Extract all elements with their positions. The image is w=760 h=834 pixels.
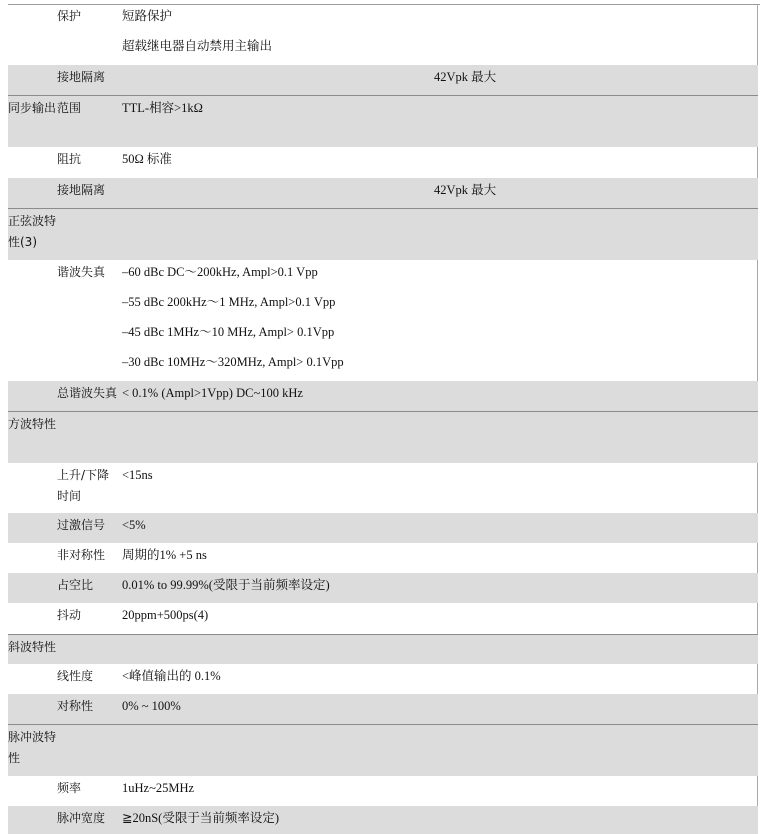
table-row — [8, 603, 758, 634]
table-row — [8, 350, 758, 381]
parameter-cell: 总谐波失真 — [57, 386, 118, 400]
table-row — [8, 260, 758, 290]
value-cell: 0.01% to 99.99%(受限于当前频率设定) — [122, 578, 330, 592]
table-row — [8, 34, 758, 65]
table-row — [8, 381, 758, 411]
table-row — [8, 95, 758, 147]
value-cell: –30 dBc 10MHz～320MHz, Ampl> 0.1Vpp — [122, 355, 344, 369]
table-row — [8, 4, 758, 34]
value-cell: 0% ~ 100% — [122, 699, 181, 713]
value-cell: 短路保护 — [122, 9, 173, 23]
parameter-cell: 抖动 — [57, 608, 82, 622]
table-row — [8, 147, 758, 178]
parameter-cell: 上升/下降时间 — [57, 468, 110, 503]
value-cell: <峰值输出的 0.1% — [122, 669, 221, 683]
value-cell: 超载继电器自动禁用主输出 — [122, 39, 273, 53]
parameter-cell: 对称性 — [57, 699, 94, 713]
parameter-cell: 接地隔离 — [57, 183, 106, 197]
category-cell: 脉冲波特性 — [8, 730, 57, 765]
parameter-cell: 占空比 — [57, 578, 94, 592]
table-row — [8, 320, 758, 350]
table-row — [8, 513, 758, 543]
parameter-cell: 频率 — [57, 781, 82, 795]
parameter-cell: 过激信号 — [57, 518, 106, 532]
value-cell: <15ns — [122, 468, 153, 482]
parameter-cell: 接地隔离 — [57, 70, 106, 84]
value-cell: 周期的1% +5 ns — [122, 548, 207, 562]
table-row — [8, 208, 758, 260]
category-cell: 方波特性 — [8, 417, 57, 431]
table-row — [8, 724, 758, 776]
parameter-cell: 范围 — [57, 101, 82, 115]
parameter-cell: 非对称性 — [57, 548, 106, 562]
category-cell: 同步输出 — [8, 101, 57, 115]
category-cell: 斜波特性 — [8, 640, 57, 654]
table-row — [8, 634, 758, 664]
table-row — [8, 573, 758, 603]
value-cell: ≧20nS(受限于当前频率设定) — [122, 811, 280, 825]
table-row — [8, 664, 758, 694]
table-row — [8, 178, 758, 208]
value-cell: TTL-相容>1kΩ — [122, 101, 203, 115]
table-row — [8, 776, 758, 806]
parameter-cell: 保护 — [57, 9, 82, 23]
table-row — [8, 290, 758, 320]
table-row — [8, 411, 758, 463]
table-row — [8, 694, 758, 724]
table-row — [8, 806, 758, 834]
parameter-cell: 阻抗 — [57, 152, 82, 166]
value-cell-right: 42Vpk 最大 — [434, 183, 497, 197]
value-cell: –60 dBc DC～200kHz, Ampl>0.1 Vpp — [122, 265, 318, 279]
value-cell: 50Ω 标准 — [122, 152, 172, 166]
value-cell: < 0.1% (Ampl>1Vpp) DC~100 kHz — [122, 386, 303, 400]
value-cell: 1uHz~25MHz — [122, 781, 195, 795]
table-row — [8, 65, 758, 95]
parameter-cell: 线性度 — [57, 669, 94, 683]
table-row — [8, 463, 758, 513]
table-row — [8, 543, 758, 573]
parameter-cell: 谐波失真 — [57, 265, 106, 279]
value-cell: –55 dBc 200kHz～1 MHz, Ampl>0.1 Vpp — [122, 295, 336, 309]
value-cell-right: 42Vpk 最大 — [434, 70, 497, 84]
value-cell: <5% — [122, 518, 146, 532]
category-cell: 正弦波特性(3) — [8, 214, 57, 249]
parameter-cell: 脉冲宽度 — [57, 811, 106, 825]
value-cell: –45 dBc 1MHz～10 MHz, Ampl> 0.1Vpp — [122, 325, 335, 339]
value-cell: 20ppm+500ps(4) — [122, 608, 209, 622]
